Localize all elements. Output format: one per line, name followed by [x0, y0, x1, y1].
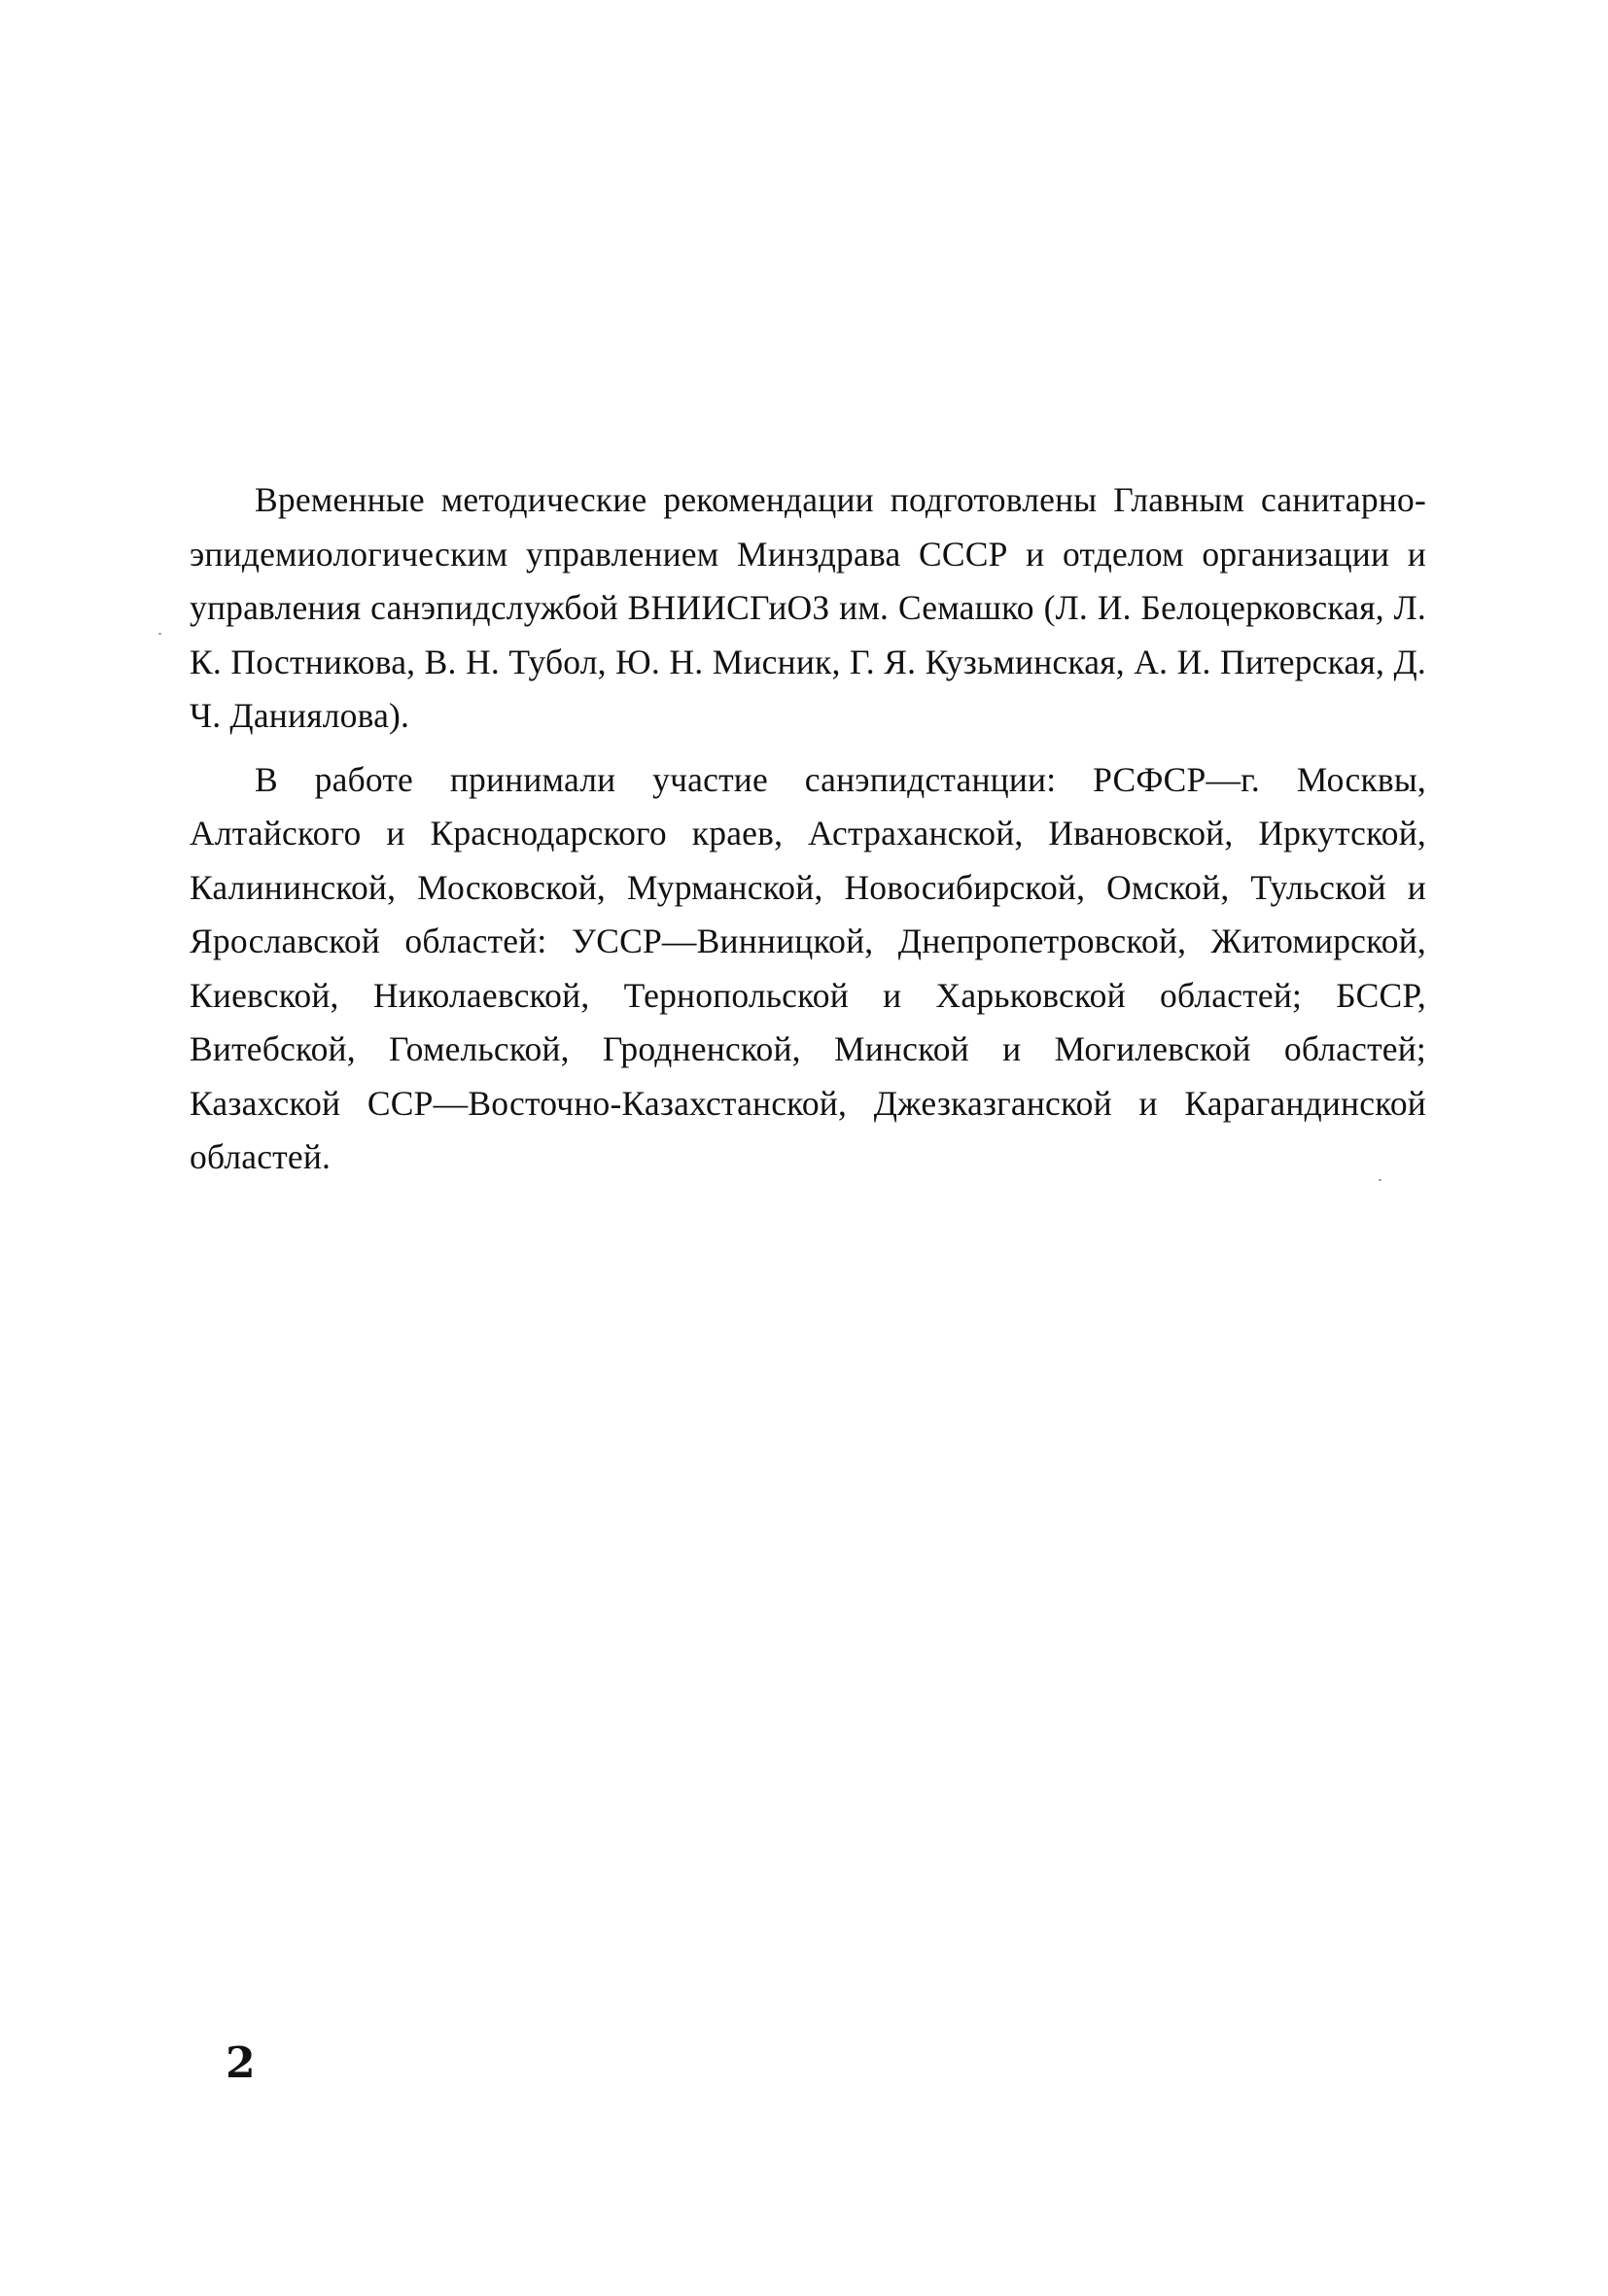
page-number: 2 [226, 2038, 256, 2088]
scan-speck [1379, 1179, 1381, 1181]
authors-paragraph: Временные методические рекомендации подготовлены Главным санитарно-эпидемиологическим управлением Минздрава СССР и отделом организации и управления санэпидслужбой ВНИИСГиОЗ им. Семашко (Л. И. Белоцерковская, Л. К. Постникова, В. Н. Тубол, Ю. Н. Мисник, Г. Я. Кузьминская, А. И. Питерская, Д. Ч. Даниялова). [190, 480, 1426, 735]
scan-speck [158, 633, 161, 635]
credits-text-block [190, 473, 1426, 1185]
participants-paragraph: В работе принимали участие санэпидстанции: РСФСР—г. Москвы, Алтайского и Краснодарского краев, Астраханской, Ивановской, Иркутской, Калининской, Московской, Мурманской, Новосибирской, Омской, Тульской и Ярославской областей: УССР—Винницкой, Днепропетровской, Житомирской, Киевской, Николаевской, Тернопольской и Харьковской областей; БССР, Витебской, Гомельской, Гродненской, Минской и Могилевской областей; Казахской ССР—Восточно-Казахстанской, Джезказганской и Карагандинской областей. [190, 759, 1426, 1176]
